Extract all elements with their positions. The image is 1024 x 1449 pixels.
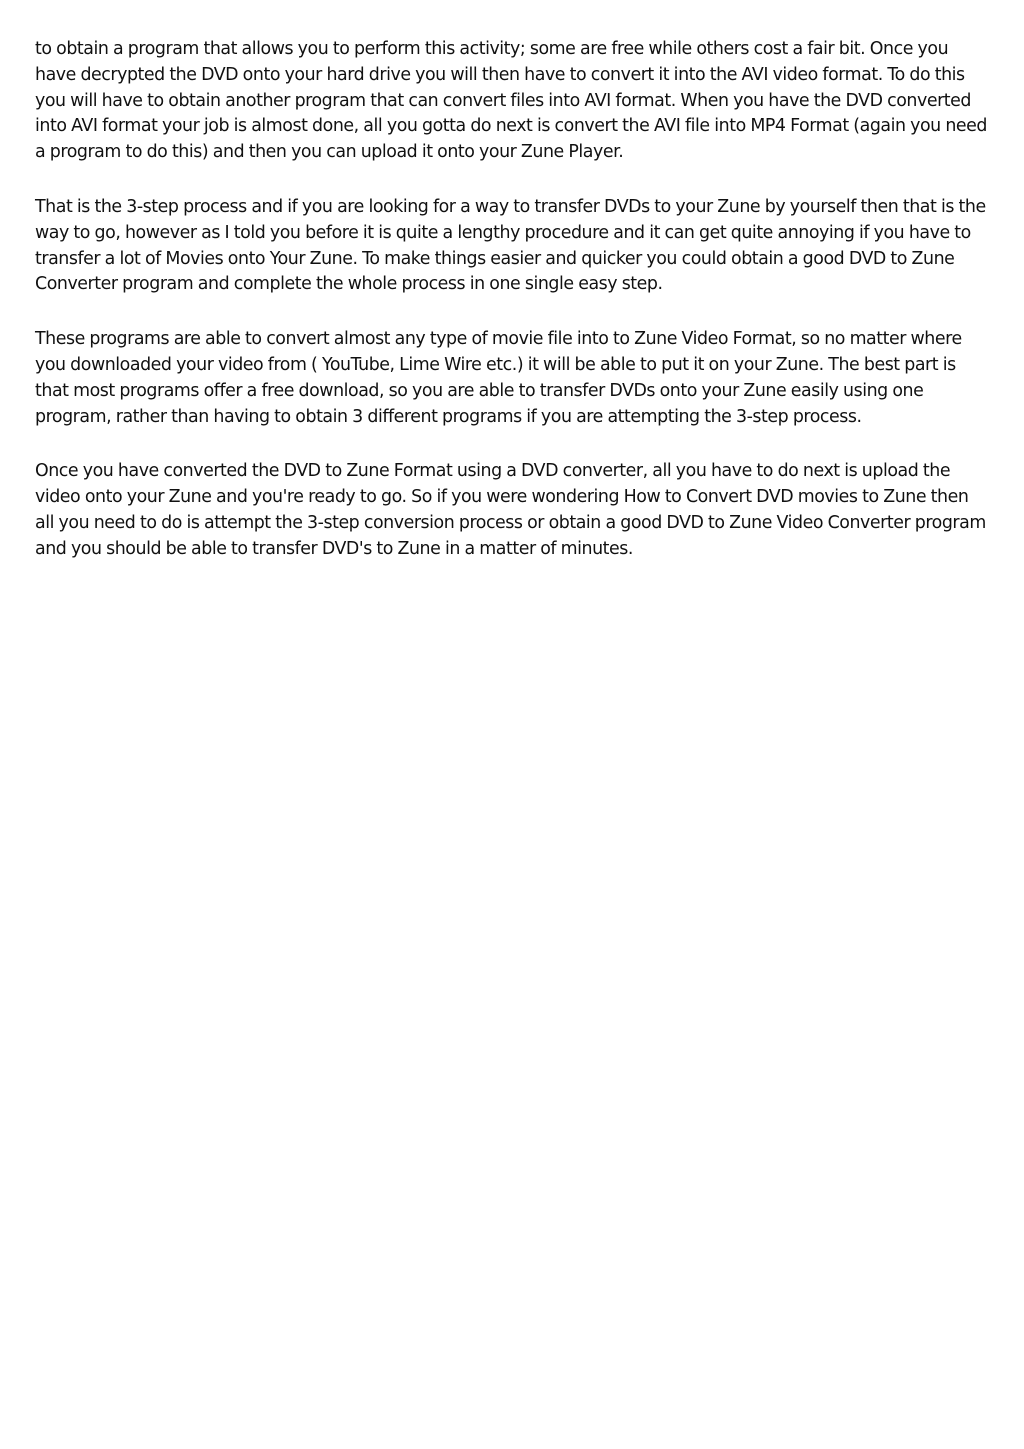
paragraph-2: That is the 3-step process and if you are looking for a way to transfer DVDs to your Zune by yourself then that is the way to go, however as I told you before it is quite a lengthy procedure and it can get quite annoying if you have to transfer a lot of Movies onto Your Zune. To make things easier and quicker you could obtain a good DVD to Zune Converter program and complete the whole process in one single easy step. xyxy=(35,196,986,295)
paragraph-3: These programs are able to convert almost any type of movie file into to Zune Video Format, so no matter where you downloaded your video from ( YouTube, Lime Wire etc.) it will be able to put it on your Zune. The best part is that most programs offer a free download, so you are able to transfer DVDs onto your Zune easily using one program, rather than having to obtain 3 different programs if you are attempting the 3-step process. xyxy=(35,329,962,427)
paragraph-4: Once you have converted the DVD to Zune Format using a DVD converter, all you have to do next is upload the video onto your Zune and you're ready to go. So if you were wondering How to Convert DVD movies to Zune then all you need to do is attempt the 3-step conversion process or obtain a good DVD to Zune Video Converter program and you should be able to transfer DVD's to Zune in a matter of minutes. xyxy=(35,461,986,559)
document-page xyxy=(35,37,991,592)
paragraph-1: to obtain a program that allows you to perform this activity; some are free while others cost a fair bit. Once you have decrypted the DVD onto your hard drive you will then have to convert it into the AVI video format. To do this you will have to obtain another program that can convert files into AVI format. When you have the DVD converted into AVI format your job is almost done, all you gotta do next is convert the AVI file into MP4 Format (again you need a program to do this) and then you can upload it onto your Zune Player. xyxy=(35,39,987,163)
